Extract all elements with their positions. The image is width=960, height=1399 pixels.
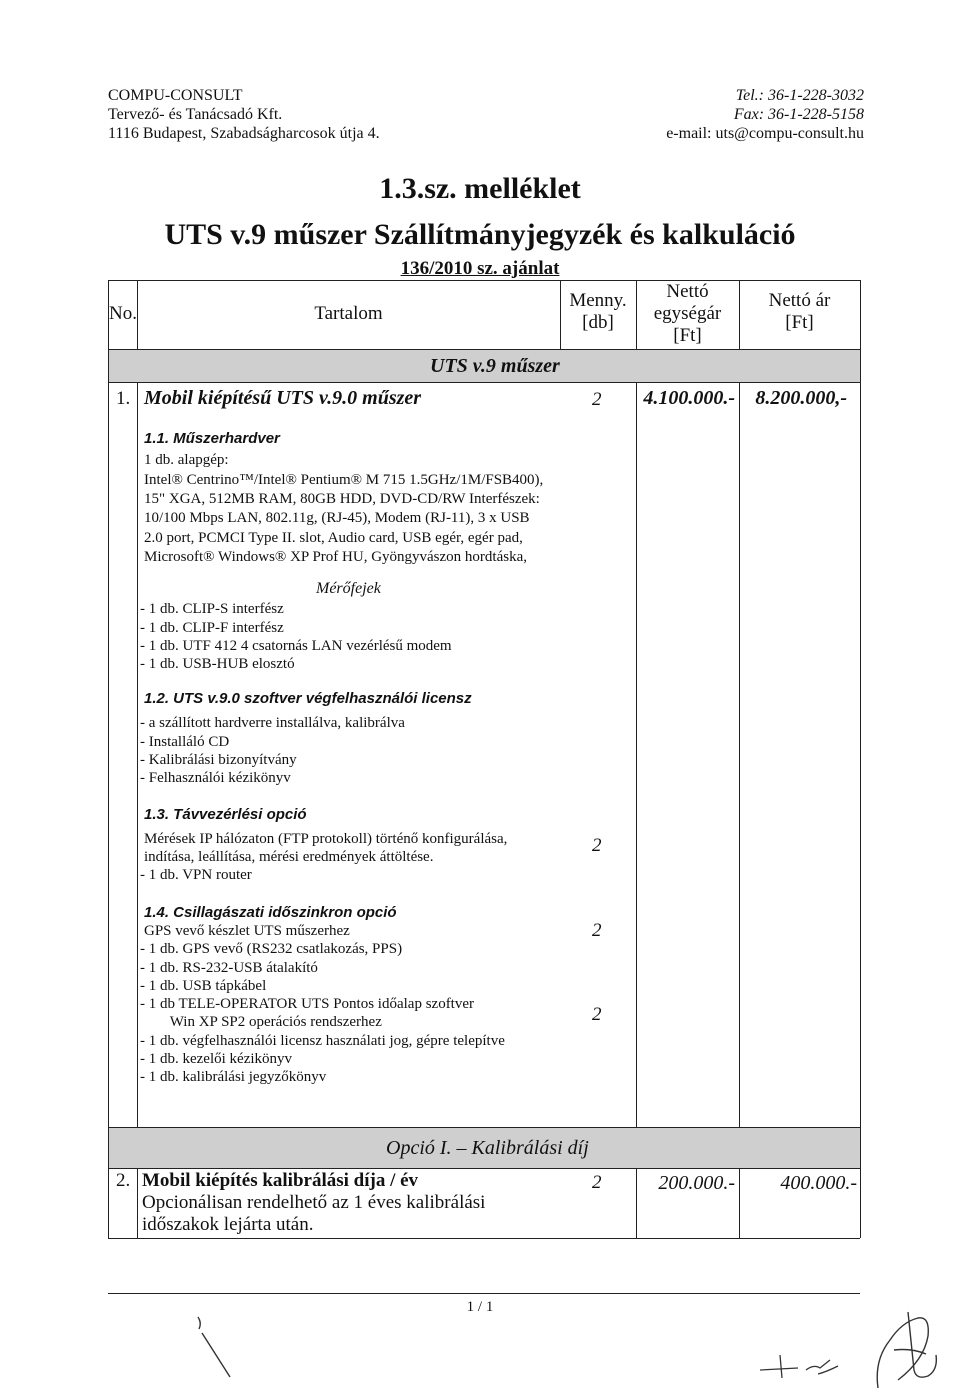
- probes-line-2: - 1 db. CLIP-F interfész: [140, 620, 284, 636]
- probes-line-1: - 1 db. CLIP-S interfész: [140, 601, 284, 617]
- row2-content: [142, 1170, 485, 1236]
- probes-line-3: - 1 db. UTF 412 4 csatornás LAN vezérlésű modem: [140, 638, 452, 654]
- section2-bottom-line: [108, 1168, 860, 1169]
- header-price-line1: Nettó ár: [768, 290, 831, 311]
- header-qty-line1: Menny.: [569, 290, 627, 311]
- header-content: Tartalom: [314, 303, 383, 324]
- col-qty-border-lower: [636, 382, 637, 1127]
- gps-line-1: GPS vevő készlet UTS műszerhez: [144, 923, 350, 939]
- header-unit-price: [636, 281, 739, 347]
- gps-heading: 1.4. Csillagászati időszinkron opció: [144, 904, 397, 921]
- header-qty-line2: [db]: [582, 312, 614, 333]
- header-no: No.: [109, 303, 137, 324]
- gps-line-5: - 1 db TELE-OPERATOR UTS Pontos időalap szoftver: [140, 996, 475, 1012]
- row1-no: 1.: [116, 388, 131, 409]
- row1-qty: 2: [592, 389, 602, 410]
- header-unit-line3: [Ft]: [673, 325, 702, 346]
- table-bottom-line: [108, 1238, 860, 1239]
- row2-price: 400.000.-: [780, 1172, 857, 1194]
- document-title: 1.3.sz. melléklet: [379, 172, 581, 205]
- gps-line-4: - 1 db. USB tápkábel: [140, 978, 267, 994]
- section1-bottom-line: [108, 382, 860, 383]
- gps-qty-1: 2: [592, 920, 602, 941]
- header-unit-line1: Nettó: [666, 281, 709, 302]
- footer-rule: [108, 1293, 860, 1294]
- section2-title: Opció I. – Kalibrálási díj: [386, 1137, 589, 1159]
- header-price: [739, 290, 860, 334]
- remote-heading: 1.3. Távvezérlési opció: [144, 806, 307, 823]
- header-bottom-line: [108, 349, 860, 350]
- remote-line-2: indítása, leállítása, mérési eredmények áttöltése.: [144, 849, 434, 865]
- col-unit-border-lower: [739, 382, 740, 1127]
- company-email: e-mail: uts@compu-consult.hu: [666, 125, 864, 142]
- company-name: COMPU-CONSULT: [108, 87, 243, 104]
- offer-number-text: 136/2010 sz. ajánlat: [400, 258, 560, 279]
- hardware-line-5: 2.0 port, PCMCI Type II. slot, Audio card, USB egér, egér pad,: [144, 530, 523, 546]
- pen-mark-icon: [190, 1315, 240, 1385]
- table-mid-line: [108, 1127, 860, 1128]
- company-block: [108, 86, 380, 143]
- col-no-border-lower: [137, 382, 138, 1127]
- company-fax: Fax: 36-1-228-5158: [733, 106, 864, 123]
- hardware-heading: 1.1. Műszerhardver: [144, 430, 280, 447]
- row2-name: Mobil kiépítés kalibrálási díja / év: [142, 1170, 419, 1191]
- signature-icon: [868, 1300, 948, 1395]
- gps-qty-2: 2: [592, 1004, 602, 1025]
- offer-number: [0, 258, 960, 280]
- software-line-4: - Felhasználói kézikönyv: [140, 770, 291, 786]
- hardware-line-1: 1 db. alapgép:: [144, 452, 229, 468]
- gps-line-3: - 1 db. RS-232-USB átalakító: [140, 960, 318, 976]
- gps-line-2: - 1 db. GPS vevő (RS232 csatlakozás, PPS): [140, 941, 403, 957]
- software-line-3: - Kalibrálási bizonyítvány: [140, 752, 297, 768]
- header-price-line2: [Ft]: [785, 312, 814, 333]
- table-left-border: [108, 280, 109, 1238]
- company-tel: Tel.: 36-1-228-3032: [735, 87, 864, 104]
- header-qty: [560, 290, 636, 334]
- probes-line-4: - 1 db. USB-HUB elosztó: [140, 656, 295, 672]
- row2-desc-2: időszakok lejárta után.: [142, 1214, 314, 1235]
- hardware-line-6: Microsoft® Windows® XP Prof HU, Gyöngyvászon hordtáska,: [144, 549, 527, 565]
- table-right-border: [860, 280, 861, 1238]
- remote-line-3: - 1 db. VPN router: [140, 867, 252, 883]
- gps-line-9: - 1 db. kalibrálási jegyzőkönyv: [140, 1069, 327, 1085]
- hardware-line-4: 10/100 Mbps LAN, 802.11g, (RJ-45), Modem (RJ-11), 3 x USB: [144, 510, 530, 526]
- remote-qty: 2: [592, 835, 602, 856]
- col-no-border-row2: [137, 1168, 138, 1238]
- software-heading: 1.2. UTS v.9.0 szoftver végfelhasználói licensz: [144, 690, 472, 707]
- row1-price: 8.200.000,-: [755, 387, 847, 409]
- row2-unit-price: 200.000.-: [658, 1172, 735, 1194]
- section1-title: UTS v.9 műszer: [430, 355, 560, 377]
- table-top-line: [108, 280, 860, 281]
- page-number: 1 / 1: [466, 1299, 494, 1315]
- probes-heading: Mérőfejek: [316, 580, 381, 597]
- document-subtitle: UTS v.9 műszer Szállítmányjegyzék és kalkuláció: [164, 218, 796, 251]
- company-address: 1116 Budapest, Szabadságharcosok útja 4.: [108, 125, 380, 142]
- row2-no: 2.: [116, 1170, 131, 1191]
- row2-qty: 2: [592, 1172, 602, 1193]
- gps-line-8: - 1 db. kezelői kézikönyv: [140, 1051, 293, 1067]
- contact-block: [666, 86, 864, 143]
- hardware-line-2: Intel® Centrino™/Intel® Pentium® M 715 1.5GHz/1M/FSB400),: [144, 472, 544, 488]
- remote-line-1: Mérések IP hálózaton (FTP protokoll) történő konfigurálása,: [144, 831, 508, 847]
- gps-line-6: Win XP SP2 operációs rendszerhez: [140, 1014, 382, 1030]
- initials-signature-icon: [758, 1330, 848, 1385]
- row2-desc-1: Opcionálisan rendelhető az 1 éves kalibrálási: [142, 1192, 486, 1213]
- software-line-2: - Installáló CD: [140, 734, 230, 750]
- row1-name: Mobil kiépítésű UTS v.9.0 műszer: [144, 387, 422, 409]
- row1-unit-price: 4.100.000.-: [643, 387, 735, 409]
- company-line2: Tervező- és Tanácsadó Kft.: [108, 106, 283, 123]
- header-unit-line2: egységár: [653, 303, 722, 324]
- gps-line-7: - 1 db. végfelhasználói licensz használati jog, gépre telepítve: [140, 1033, 505, 1049]
- software-line-1: - a szállított hardverre installálva, kalibrálva: [140, 715, 405, 731]
- hardware-line-3: 15" XGA, 512MB RAM, 80GB HDD, DVD-CD/RW Interfészek:: [144, 491, 540, 507]
